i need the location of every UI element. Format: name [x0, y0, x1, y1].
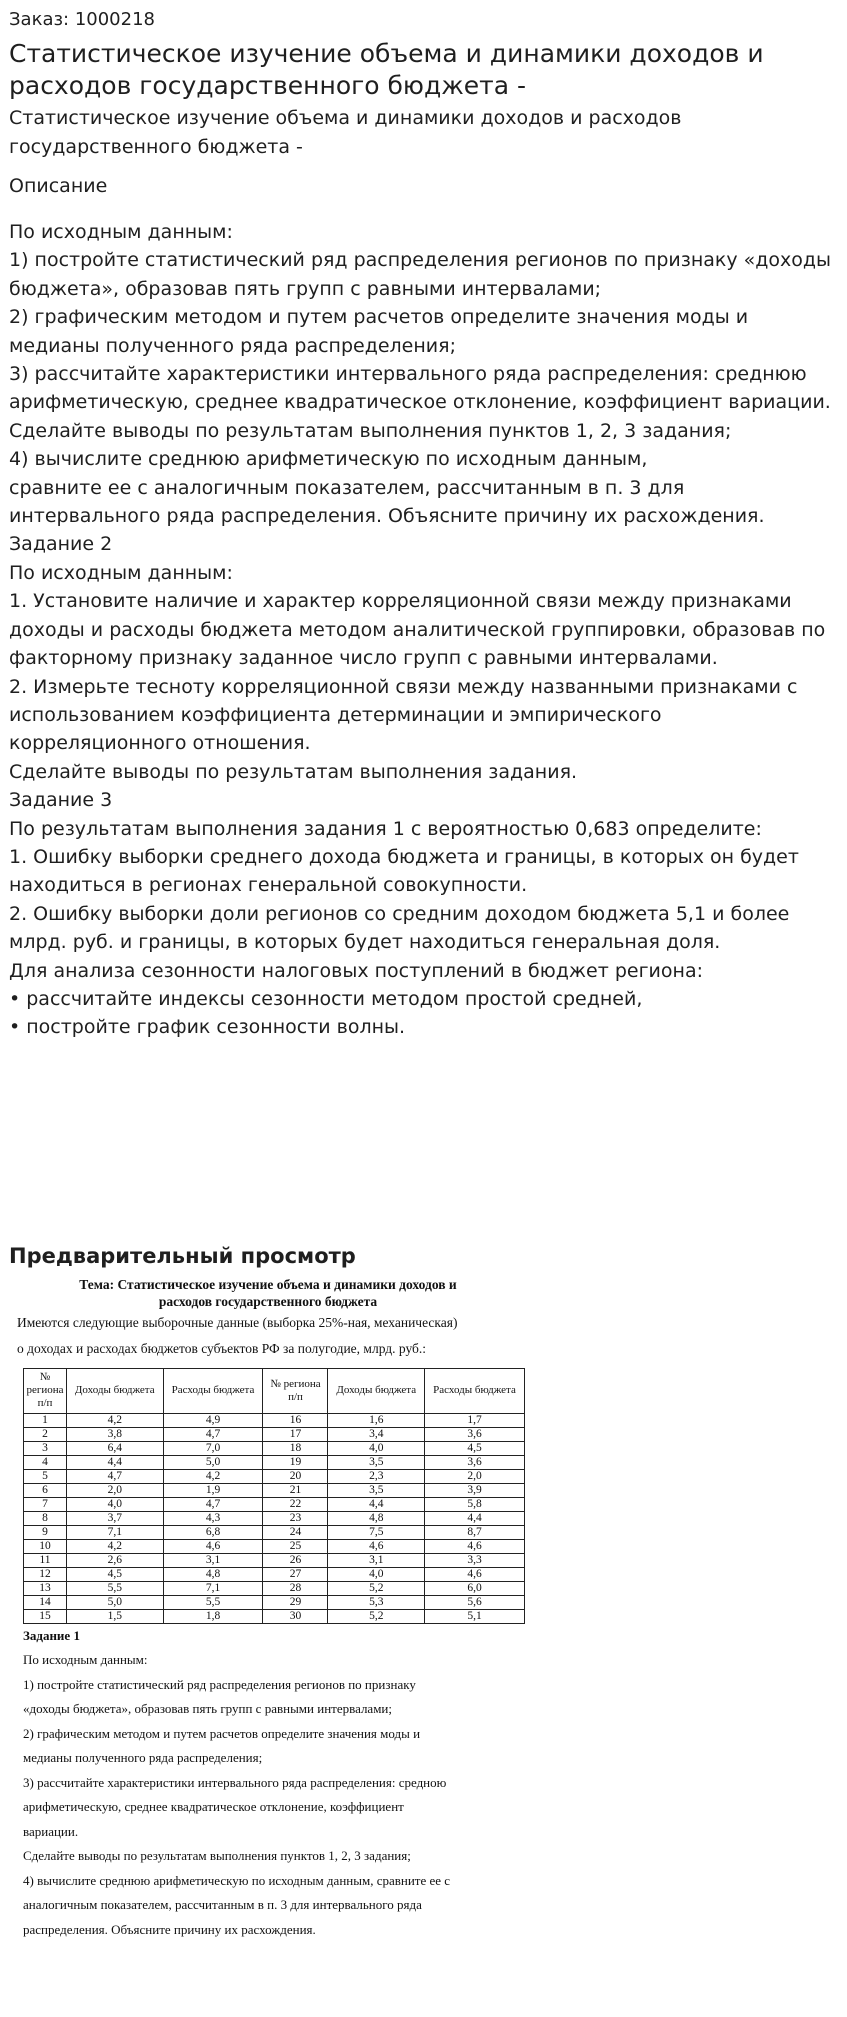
table-cell: 3,1 [328, 1553, 425, 1567]
table-cell: 5,3 [328, 1595, 425, 1609]
description-line: сравните ее с аналогичным показателем, рассчитанным в п. 3 для [9, 476, 685, 499]
table-cell: 4,0 [328, 1441, 425, 1455]
table-cell: 6,4 [67, 1441, 164, 1455]
table-cell: 7,1 [67, 1525, 164, 1539]
document-title [9, 1276, 527, 1310]
title-line: Статистическое изучение объема и динамики доходов и [9, 39, 764, 68]
description-line: По исходным данным: [9, 221, 233, 243]
table-cell: 26 [263, 1553, 328, 1567]
subtitle-line: государственного бюджета - [9, 136, 303, 158]
description-line: медианы полученного ряда распределения; [9, 334, 456, 357]
document-task-line: вариации. [23, 1823, 79, 1839]
table-cell: 4,4 [67, 1455, 164, 1469]
table-cell: 21 [263, 1483, 328, 1497]
table-header-cell: Расходы бюджета [425, 1368, 525, 1413]
table-cell: 2,6 [67, 1553, 164, 1567]
table-cell: 3,3 [425, 1553, 525, 1567]
table-header-cell: № региона п/п [263, 1368, 328, 1413]
table-row [24, 1483, 525, 1497]
description-line: 4) вычислите среднюю арифметическую по исходным данным, [9, 448, 648, 471]
table-cell: 5,5 [67, 1581, 164, 1595]
document-task-line: 2) графическим методом и путем расчетов определите значения моды и [23, 1725, 421, 1741]
table-cell: 5,6 [425, 1595, 525, 1609]
table-cell: 28 [263, 1581, 328, 1595]
table-cell: 3,1 [163, 1553, 263, 1567]
description-line: использованием коэффициента детерминации и эмпирического [9, 703, 662, 726]
description-line: 2. Измерьте тесноту корреляционной связи между названными признаками с [9, 675, 798, 698]
table-cell: 5,0 [67, 1595, 164, 1609]
table-cell: 6,0 [425, 1581, 525, 1595]
table-cell: 1,7 [425, 1413, 525, 1427]
document-intro-line: Имеются следующие выборочные данные (выборка 25%-ная, механическая) [17, 1314, 458, 1330]
table-cell: 4,6 [425, 1539, 525, 1553]
document-task-heading: Задание 1 [23, 1627, 80, 1643]
table-cell: 4,3 [163, 1511, 263, 1525]
table-cell: 3,7 [67, 1511, 164, 1525]
table-cell: 3,4 [328, 1427, 425, 1441]
table-row [24, 1511, 525, 1525]
table-cell: 2,0 [425, 1469, 525, 1483]
description-line: корреляционного отношения. [9, 732, 311, 755]
description-label: Описание [9, 175, 108, 197]
table-row [24, 1553, 525, 1567]
table-cell: 1,6 [328, 1413, 425, 1427]
table-header-cell: Расходы бюджета [163, 1368, 263, 1413]
table-cell: 3,6 [425, 1427, 525, 1441]
table-cell: 16 [263, 1413, 328, 1427]
table-cell: 4,7 [163, 1427, 263, 1441]
table-cell: 20 [263, 1469, 328, 1483]
table-cell: 3,5 [328, 1455, 425, 1469]
table-cell: 3,9 [425, 1483, 525, 1497]
table-row [24, 1539, 525, 1553]
table-cell: 5,0 [163, 1455, 263, 1469]
description-line: Для анализа сезонности налоговых поступлений в бюджет региона: [9, 959, 703, 982]
table-cell: 7,5 [328, 1525, 425, 1539]
description-line: Задание 3 [9, 789, 113, 812]
description-line: арифметическую, среднее квадратическое отклонение, коэффициент вариации. [9, 391, 831, 414]
table-cell: 7,0 [163, 1441, 263, 1455]
table-cell: 15 [24, 1609, 67, 1623]
table-cell: 7,1 [163, 1581, 263, 1595]
table-cell: 1,8 [163, 1609, 263, 1623]
table-cell: 4,8 [328, 1511, 425, 1525]
subtitle-line: Статистическое изучение объема и динамики доходов и расходов [9, 107, 682, 129]
table-cell: 19 [263, 1455, 328, 1469]
table-cell: 5,5 [163, 1595, 263, 1609]
table-cell: 3 [24, 1441, 67, 1455]
document-task-line: медианы полученного ряда распределения; [23, 1750, 263, 1766]
description-line: 1. Ошибку выборки среднего дохода бюджета и границы, в которых он будет [9, 845, 799, 868]
description-line: 2) графическим методом и путем расчетов определите значения моды и [9, 306, 749, 329]
table-header-cell: Доходы бюджета [328, 1368, 425, 1413]
budget-data-table [23, 1368, 525, 1624]
title-line: расходов государственного бюджета - [9, 71, 527, 100]
table-cell: 4,9 [163, 1413, 263, 1427]
description-line: находиться в регионах генеральной совокупности. [9, 874, 528, 897]
table-row [24, 1567, 525, 1581]
table-cell: 2,0 [67, 1483, 164, 1497]
description-line: 2. Ошибку выборки доли регионов со средним доходом бюджета 5,1 и более [9, 902, 790, 925]
table-row [24, 1595, 525, 1609]
table-cell: 4,7 [163, 1497, 263, 1511]
order-number: Заказ: 1000218 [9, 9, 155, 30]
description-line: По результатам выполнения задания 1 с вероятностью 0,683 определите: [9, 817, 762, 840]
document-task-line: аналогичным показателем, рассчитанным в п. 3 для интервального ряда [23, 1897, 422, 1913]
table-cell: 29 [263, 1595, 328, 1609]
table-cell: 1 [24, 1413, 67, 1427]
description-line: • рассчитайте индексы сезонности методом простой средней, [9, 987, 643, 1010]
table-cell: 4,5 [425, 1441, 525, 1455]
table-cell: 4,5 [67, 1567, 164, 1581]
table-row [24, 1413, 525, 1427]
description-line: 1. Установите наличие и характер корреляционной связи между признаками [9, 590, 792, 613]
table-cell: 22 [263, 1497, 328, 1511]
table-cell: 1,9 [163, 1483, 263, 1497]
description-line: Сделайте выводы по результатам выполнения задания. [9, 760, 578, 783]
table-cell: 4,2 [67, 1413, 164, 1427]
table-cell: 30 [263, 1609, 328, 1623]
description-text [9, 218, 838, 1042]
table-cell: 18 [263, 1441, 328, 1455]
table-cell: 3,8 [67, 1427, 164, 1441]
table-cell: 24 [263, 1525, 328, 1539]
table-cell: 4,0 [67, 1497, 164, 1511]
table-cell: 9 [24, 1525, 67, 1539]
table-cell: 5,2 [328, 1609, 425, 1623]
document-preview [9, 1276, 527, 1996]
description-line: По исходным данным: [9, 561, 233, 584]
document-task-line: «доходы бюджета», образовав пять групп с равными интервалами; [23, 1701, 393, 1717]
table-cell: 27 [263, 1567, 328, 1581]
table-cell: 4 [24, 1455, 67, 1469]
table-cell: 4,4 [425, 1511, 525, 1525]
document-task-text [23, 1624, 527, 1943]
page-title [9, 38, 838, 102]
table-cell: 5,2 [328, 1581, 425, 1595]
document-task-line: 4) вычислите среднюю арифметическую по исходным данным, сравните ее с [23, 1872, 451, 1888]
description-line: Сделайте выводы по результатам выполнения пунктов 1, 2, 3 задания; [9, 419, 732, 442]
table-cell: 2,3 [328, 1469, 425, 1483]
table-header-cell: № региона п/п [24, 1368, 67, 1413]
description-line: млрд. руб. и границы, в которых будет находиться генеральная доля. [9, 931, 721, 954]
table-cell: 5 [24, 1469, 67, 1483]
table-row [24, 1497, 525, 1511]
document-title-line: расходов государственного бюджета [158, 1293, 378, 1309]
description-line: Задание 2 [9, 533, 113, 556]
table-cell: 5,1 [425, 1609, 525, 1623]
document-task-line: Сделайте выводы по результатам выполнения пунктов 1, 2, 3 задания; [23, 1848, 411, 1864]
description-line: 1) постройте статистический ряд распределения регионов по признаку «доходы [9, 249, 832, 272]
table-cell: 4,0 [328, 1567, 425, 1581]
table-cell: 11 [24, 1553, 67, 1567]
table-cell: 7 [24, 1497, 67, 1511]
table-cell: 17 [263, 1427, 328, 1441]
document-task-line: 1) постройте статистический ряд распределения регионов по признаку [23, 1676, 416, 1692]
table-cell: 4,2 [163, 1469, 263, 1483]
table-row [24, 1469, 525, 1483]
table-row [24, 1525, 525, 1539]
description-line: интервального ряда распределения. Объясните причину их расхождения. [9, 505, 765, 528]
document-task-line: распределения. Объясните причину их расхождения. [23, 1921, 316, 1937]
description-line: факторному признаку заданное число групп с равными интервалами. [9, 647, 718, 670]
table-cell: 4,2 [67, 1539, 164, 1553]
table-cell: 4,6 [425, 1567, 525, 1581]
table-cell: 1,5 [67, 1609, 164, 1623]
table-cell: 13 [24, 1581, 67, 1595]
table-cell: 6,8 [163, 1525, 263, 1539]
table-cell: 4,7 [67, 1469, 164, 1483]
table-row [24, 1441, 525, 1455]
table-row [24, 1581, 525, 1595]
table-cell: 4,8 [163, 1567, 263, 1581]
table-cell: 5,8 [425, 1497, 525, 1511]
table-cell: 10 [24, 1539, 67, 1553]
table-row [24, 1427, 525, 1441]
table-cell: 14 [24, 1595, 67, 1609]
table-cell: 3,6 [425, 1455, 525, 1469]
table-header-row [24, 1368, 525, 1413]
document-intro-line: о доходах и расходах бюджетов субъектов РФ за полугодие, млрд. руб.: [17, 1340, 427, 1356]
document-task-line: арифметическую, среднее квадратическое отклонение, коэффициент [23, 1799, 404, 1815]
document-task-line: По исходным данным: [23, 1652, 148, 1668]
table-row [24, 1455, 525, 1469]
document-title-line: Тема: Статистическое изучение объема и динамики доходов и [79, 1276, 457, 1292]
table-cell: 8 [24, 1511, 67, 1525]
table-cell: 25 [263, 1539, 328, 1553]
page-subtitle [9, 104, 838, 162]
table-row [24, 1609, 525, 1623]
table-cell: 3,5 [328, 1483, 425, 1497]
table-cell: 8,7 [425, 1525, 525, 1539]
table-cell: 2 [24, 1427, 67, 1441]
table-cell: 6 [24, 1483, 67, 1497]
table-cell: 4,6 [163, 1539, 263, 1553]
description-line: 3) рассчитайте характеристики интервального ряда распределения: среднюю [9, 363, 807, 386]
table-header-cell: Доходы бюджета [67, 1368, 164, 1413]
document-task-line: 3) рассчитайте характеристики интервального ряда распределения: средною [23, 1774, 447, 1790]
description-line: доходы и расходы бюджета методом аналитической группировки, образовав по [9, 618, 826, 641]
preview-heading: Предварительный просмотр [9, 1243, 356, 1268]
document-intro [17, 1310, 527, 1362]
table-cell: 4,6 [328, 1539, 425, 1553]
table-cell: 4,4 [328, 1497, 425, 1511]
table-cell: 23 [263, 1511, 328, 1525]
description-line: бюджета», образовав пять групп с равными интервалами; [9, 277, 602, 300]
table-cell: 12 [24, 1567, 67, 1581]
description-line: • постройте график сезонности волны. [9, 1016, 406, 1039]
